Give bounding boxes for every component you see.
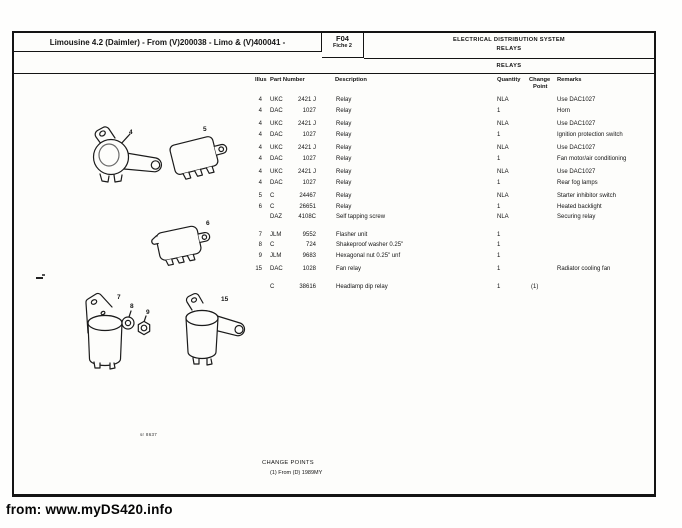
row-change-point [531,143,553,154]
row-description: Relay [336,193,352,199]
row-part-prefix: C [270,193,275,199]
row-description: Relay [336,121,352,127]
row-remarks: Horn [557,107,571,114]
illustration-label-4: 4 [129,129,133,136]
row-remarks: Use DAC1027 [557,121,596,127]
row-illus-number: 4 [258,107,262,114]
row-change-point [531,230,553,241]
row-remarks: Use DAC1027 [557,97,596,103]
col-header-part-number: Part Number [270,77,305,83]
header-divider [14,73,654,74]
row-part-number: 26651 [299,203,316,210]
row-remarks: Rear fog lamps [557,179,598,186]
col-header-quantity: Quantity [497,77,521,83]
row-quantity: 1 [497,203,501,210]
scan-artifact [36,273,45,279]
washer-8-outer [122,317,134,329]
relay-15-foot [193,358,199,364]
relay-15-drawing [186,294,245,365]
row-description: Hexagonal nut 0.25" unf [336,252,401,259]
row-change-point [531,251,553,262]
row-part-number: 9552 [302,231,316,238]
relay-illustrations [32,91,262,451]
row-change-point [531,167,553,178]
illustration-label-5: 5 [203,126,207,133]
row-description: Relay [336,179,352,186]
row-change-point [531,106,553,117]
row-description: Relay [336,169,352,175]
row-remarks [557,230,651,241]
row-illus-number: 4 [258,179,262,186]
row-part-prefix: DAZ [270,214,282,220]
col-header-description: Description [335,77,367,83]
row-change-point [531,212,553,223]
nut-9-outer [138,321,149,334]
change-points [262,460,322,476]
row-part-prefix: C [270,242,275,248]
row-part-number: 1027 [302,155,316,162]
system-title: ELECTRICAL DISTRIBUTION SYSTEM [453,37,565,43]
row-remarks: Heated backlight [557,203,602,210]
row-remarks: Radiator cooling fan [557,266,611,272]
row-description: Shakeproof washer 0.25" [336,242,404,248]
relay-5-drawing [169,133,232,181]
row-illus-number: 7 [258,231,262,238]
row-change-point [531,119,553,130]
row-description: Relay [336,145,352,151]
row-illus-number: 4 [258,145,262,151]
row-part-prefix: DAC [270,107,283,114]
relay-4-foot [100,174,109,182]
parts-catalog-page [12,31,656,497]
row-remarks: Securing relay [557,214,596,220]
row-change-point [531,240,553,251]
row-part-prefix: DAC [270,155,283,162]
row-description: Fan relay [336,266,362,272]
relay-5-tab [214,144,227,156]
row-part-number: 2421 J [297,169,316,175]
change-points-title: CHANGE POINTS [262,460,314,466]
col-header-change: Change [529,77,551,83]
row-quantity: NLA [497,145,509,151]
relay-15-foot [207,359,212,365]
row-change-point [531,130,553,141]
row-quantity: 1 [497,179,501,186]
row-remarks [557,282,651,293]
fiche-code: F04 [336,34,349,43]
row-remarks: Use DAC1027 [557,169,596,175]
row-description: Headlamp dip relay [336,283,388,290]
relay-6-tab [198,232,210,243]
fiche-page: Fiche 2 [333,43,352,49]
section-title: RELAYS [496,63,522,69]
row-quantity: 1 [497,252,501,259]
row-description: Relay [336,203,352,210]
row-quantity: NLA [497,169,509,175]
row-illus-number: 4 [258,97,262,103]
row-part-prefix: DAC [270,131,283,138]
row-illus-number: 4 [258,169,262,175]
relay-6-body [155,225,202,261]
row-part-number: 1027 [302,107,316,114]
row-remarks: Fan motor/air conditioning [557,155,627,162]
flasher-7-foot [110,363,115,369]
row-quantity: 1 [497,266,501,272]
row-part-number: 724 [305,242,316,248]
row-remarks [557,240,651,251]
model-title-text: Limousine 4.2 (Daimler) - From (V)200038 - Limo & (V)400041 - [49,37,286,47]
row-part-number: 1027 [302,131,316,138]
row-remarks: Starter inhibitor switch [557,193,617,199]
row-part-number: 1027 [302,179,316,186]
relay-15-top [186,311,218,326]
row-illus-number: 4 [258,121,262,127]
row-quantity: NLA [497,214,509,220]
row-quantity: NLA [497,193,509,199]
row-change-point [531,264,553,275]
row-change-point [531,178,553,189]
row-part-number: 9683 [302,252,316,259]
row-change-point [531,154,553,165]
row-illus-number: 5 [258,193,262,199]
row-quantity: NLA [497,121,509,127]
source-watermark: from: www.myDS420.info [6,502,173,517]
row-illus-number: 6 [258,203,262,210]
flasher-7-top [88,316,122,331]
washer-8-drawing [122,311,134,329]
col-header-remarks: Remarks [557,77,582,83]
row-part-prefix: UKC [270,97,283,103]
row-part-prefix: UKC [270,169,283,175]
row-remarks [557,251,651,262]
row-description: Relay [336,131,352,138]
row-part-prefix: UKC [270,121,283,127]
row-part-prefix: C [270,203,275,210]
row-quantity: NLA [497,97,509,103]
change-points-note: (1) From (D) 1989MY [270,470,323,476]
illustration-label-6: 6 [206,220,210,227]
row-change-point: (1) [531,283,539,290]
row-part-prefix: C [270,283,275,290]
row-illus-number: 9 [258,252,262,259]
flasher-7-drawing [86,294,122,369]
nut-9-drawing [138,316,149,335]
row-illus-number: 15 [255,266,262,272]
system-title-box [364,33,654,59]
row-part-number: 38616 [299,283,316,290]
row-description: Self tapping screw [336,214,386,220]
row-change-point [531,95,553,106]
row-change-point [531,202,553,213]
row-quantity: 1 [497,131,501,138]
row-description: Flasher unit [336,231,368,238]
row-part-prefix: JLM [270,252,282,259]
leader-line-8 [129,311,131,317]
row-part-number: 2421 J [297,145,316,151]
row-illus-number: 4 [258,131,262,138]
row-description: Relay [336,97,352,103]
row-quantity: 1 [497,242,501,248]
col-header-point: Point [533,84,548,90]
relay-4-foot [114,175,122,182]
illustration-label-7: 7 [117,294,121,301]
row-part-prefix: DAC [270,266,283,272]
illustration-label-9: 9 [146,309,150,316]
model-title [14,33,322,52]
row-quantity: 1 [497,155,501,162]
row-part-number: 1028 [302,266,316,272]
row-part-number: 4108C [298,214,316,220]
row-change-point [531,191,553,202]
row-illus-number: 8 [258,242,262,248]
row-part-prefix: JLM [270,231,282,238]
section-title-box [364,59,654,73]
row-part-number: 2421 J [297,97,316,103]
row-quantity: 1 [497,107,501,114]
flasher-7-foot [94,362,100,368]
row-remarks: Use DAC1027 [557,145,596,151]
row-part-prefix: DAC [270,179,283,186]
row-quantity: 1 [497,283,501,290]
row-part-number: 24467 [299,193,316,199]
row-part-number: 2421 J [297,121,316,127]
col-header-illus: Illus [255,77,267,83]
row-description: Relay [336,155,352,162]
row-description: Relay [336,107,352,114]
plate-code: sr 8637 [140,432,158,437]
system-subtitle: RELAYS [496,46,522,52]
relay-6-drawing [150,223,213,268]
row-quantity: 1 [497,231,501,238]
fiche-code-box [322,33,364,58]
row-illus-number: 4 [258,155,262,162]
illustration-label-8: 8 [130,303,134,310]
row-part-prefix: UKC [270,145,283,151]
illustration-label-15: 15 [221,296,229,303]
row-remarks: Ignition protection switch [557,131,623,138]
relay-4-drawing [94,127,162,182]
